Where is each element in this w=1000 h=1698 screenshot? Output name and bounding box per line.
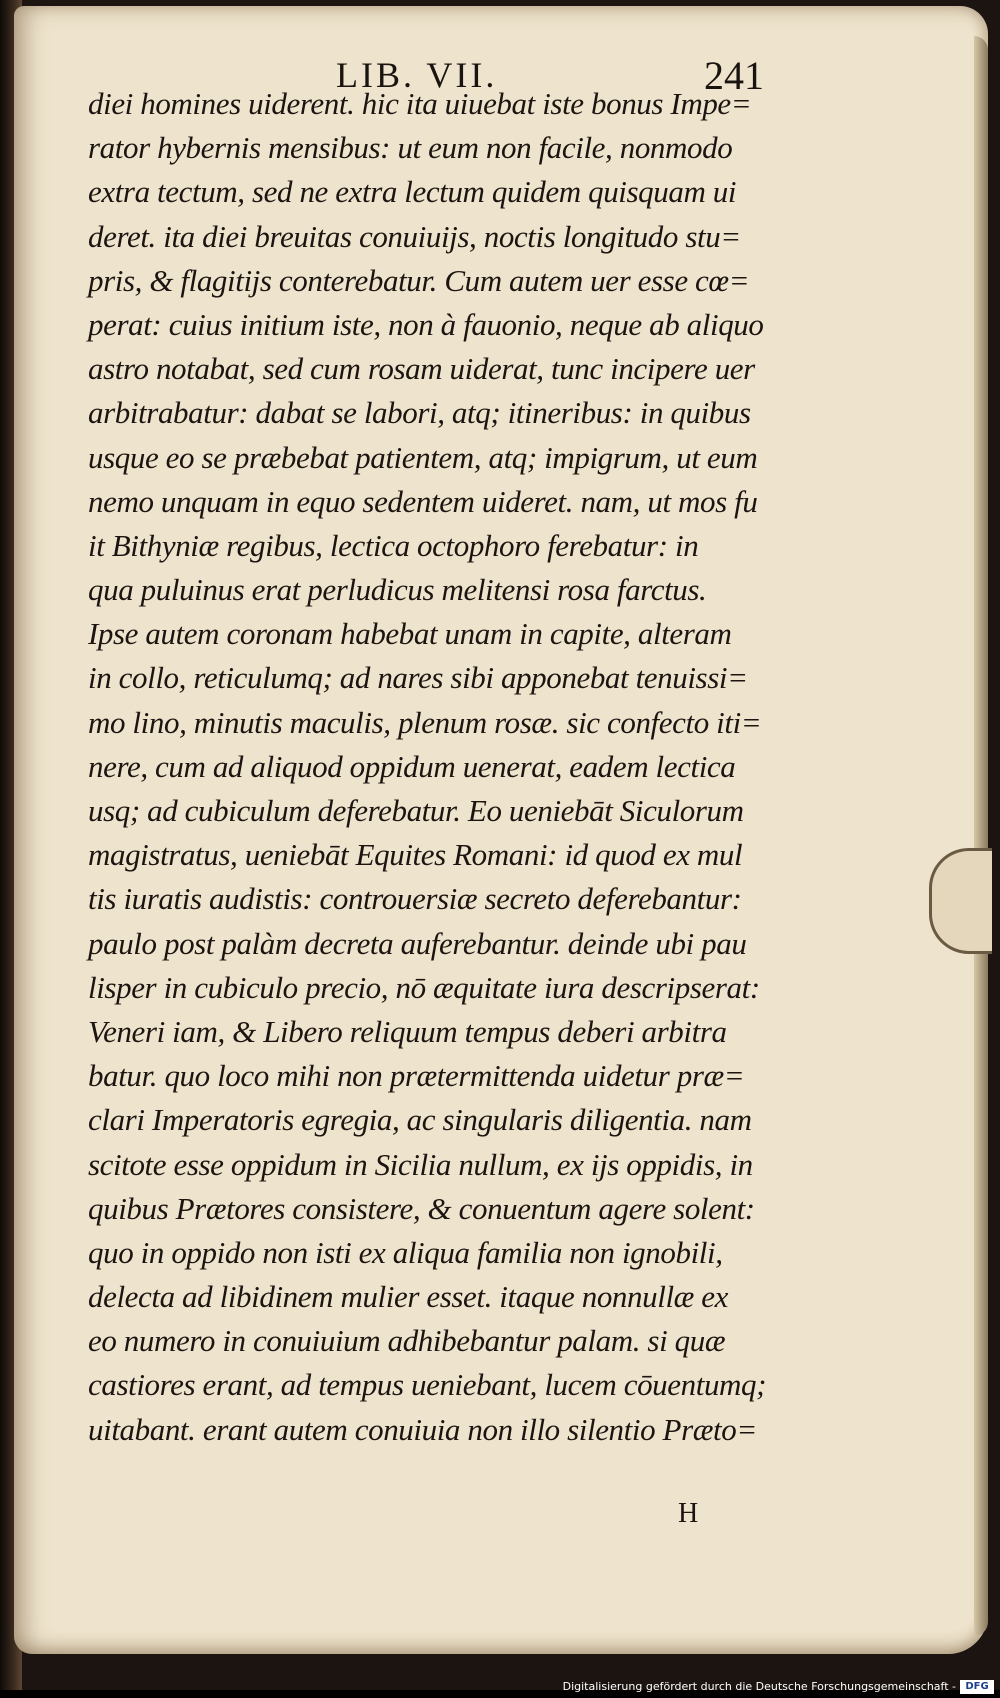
text-line: quibus Prætores consistere, & conuentum agere solent: (88, 1190, 755, 1226)
text-line: scitote esse oppidum in Sicilia nullum, ex ijs oppidis, in (88, 1146, 753, 1182)
text-line: lisper in cubiculo precio, nō æquitate iura descripserat: (88, 969, 760, 1005)
text-line: pris, & flagitijs conterebatur. Cum autem uer esse cœ= (88, 262, 750, 298)
body-text (88, 82, 828, 1452)
text-line: it Bithyniæ regibus, lectica octophoro ferebatur: in (88, 527, 699, 563)
text-line: castiores erant, ad tempus ueniebant, lucem cōuentumq; (88, 1367, 767, 1403)
text-line: deret. ita diei breuitas conuiuijs, noctis longitudo stu= (88, 218, 741, 254)
page-edge (974, 36, 988, 1636)
text-line: magistratus, ueniebāt Equites Romani: id quod ex mul (88, 837, 743, 873)
text-line: arbitrabatur: dabat se labori, atq; itineribus: in quibus (88, 395, 751, 431)
page-tab-marker (929, 848, 992, 954)
text-line: clari Imperatoris egregia, ac singularis diligentia. nam (88, 1102, 752, 1138)
text-line: quo in oppido non isti ex aliqua familia non ignobili, (88, 1234, 723, 1270)
text-line: Ipse autem coronam habebat unam in capite, alteram (88, 616, 732, 652)
text-line: perat: cuius initium iste, non à fauonio, neque ab aliquo (88, 306, 764, 342)
text-line: in collo, reticulumq; ad nares sibi apponebat tenuissi= (88, 660, 748, 696)
text-line: qua puluinus erat perludicus melitensi rosa farctus. (88, 572, 707, 608)
text-line: tis iuratis audistis: controuersiæ secreto deferebantur: (88, 881, 742, 917)
text-line: uitabant. erant autem conuiuia non illo silentio Præto= (88, 1411, 757, 1447)
text-line: paulo post palàm decreta auferebantur. deinde ubi pau (88, 925, 747, 961)
running-title: LIB. VII. (336, 55, 498, 95)
page-number: 241 (704, 53, 764, 98)
text-line: batur. quo loco mihi non prætermittenda uidetur præ= (88, 1058, 745, 1094)
text-line: usq; ad cubiculum deferebatur. Eo ueniebāt Siculorum (88, 793, 744, 828)
text-line: rator hybernis mensibus: ut eum non facile, nonmodo (88, 130, 733, 166)
text-line: nemo unquam in equo sedentem uideret. nam, ut mos fu (88, 483, 758, 519)
digitization-note: Digitalisierung gefördert durch die Deutsche Forschungsgemeinschaft - (562, 1680, 956, 1693)
book-page (14, 6, 988, 1654)
text-line: eo numero in conuiuium adhibebantur palam. si quæ (88, 1323, 726, 1359)
text-line: mo lino, minutis maculis, plenum rosæ. sic confecto iti= (88, 704, 762, 740)
catchword: H (678, 1498, 699, 1529)
text-line: nere, cum ad aliquod oppidum uenerat, eadem lectica (88, 748, 736, 784)
text-line: usque eo se præbebat patientem, atq; impigrum, ut eum (88, 439, 758, 475)
text-line: Veneri iam, & Libero reliquum tempus deberi arbitra (88, 1013, 727, 1049)
text-line: astro notabat, sed cum rosam uiderat, tunc incipere uer (88, 351, 755, 387)
dfg-logo: DFG (960, 1680, 994, 1694)
text-line: delecta ad libidinem mulier esset. itaque nonnullæ ex (88, 1279, 729, 1315)
text-line: extra tectum, sed ne extra lectum quidem quisquam ui (88, 174, 737, 210)
text-line: diei homines uiderent. hic ita uiuebat iste bonus Impe= (88, 86, 752, 121)
